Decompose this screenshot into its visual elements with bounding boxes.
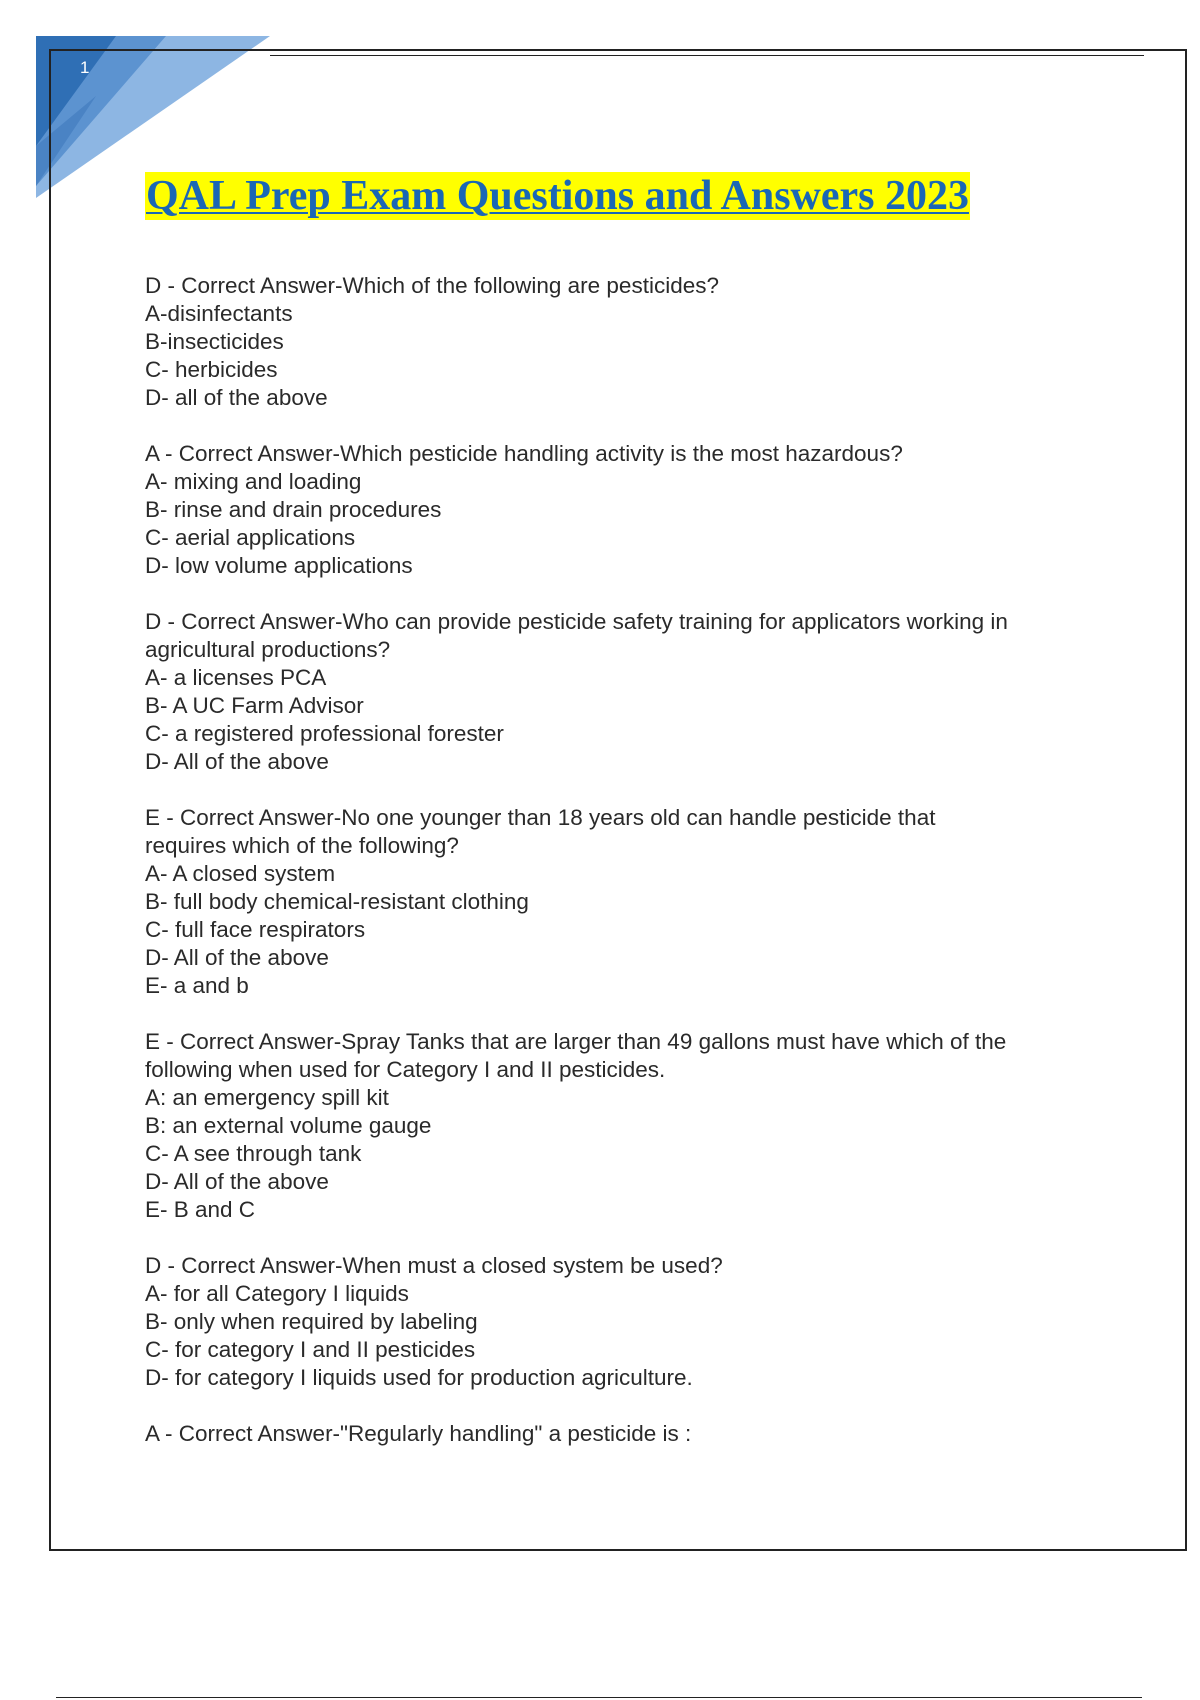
question-line: A: an emergency spill kit bbox=[145, 1085, 389, 1110]
question-line: D- for category I liquids used for production agriculture. bbox=[145, 1365, 693, 1390]
question-block bbox=[145, 1420, 1095, 1448]
question-line: A-disinfectants bbox=[145, 301, 293, 326]
question-text: D - Correct Answer-Who can provide pesticide safety training for applicators working in bbox=[145, 609, 1008, 634]
question-line: A- a licenses PCA bbox=[145, 665, 327, 690]
question-text: D - Correct Answer-Which of the following are pesticides? bbox=[145, 273, 719, 298]
question-line: E- a and b bbox=[145, 973, 249, 998]
question-block bbox=[145, 608, 1095, 776]
question-line: B- only when required by labeling bbox=[145, 1309, 478, 1334]
qa-list bbox=[145, 272, 1095, 1476]
question-text: E - Correct Answer-No one younger than 18 years old can handle pesticide that bbox=[145, 805, 936, 830]
question-line: D- all of the above bbox=[145, 385, 328, 410]
question-line: D- All of the above bbox=[145, 1169, 329, 1194]
question-line: C- a registered professional forester bbox=[145, 721, 504, 746]
footer-rule bbox=[56, 1697, 1142, 1698]
question-line: following when used for Category I and II pesticides. bbox=[145, 1057, 666, 1082]
question-line: B: an external volume gauge bbox=[145, 1113, 432, 1138]
question-line: C- A see through tank bbox=[145, 1141, 362, 1166]
question-line: B- rinse and drain procedures bbox=[145, 497, 442, 522]
question-block bbox=[145, 440, 1095, 580]
question-line: C- for category I and II pesticides bbox=[145, 1337, 476, 1362]
question-block bbox=[145, 1028, 1095, 1224]
question-line: B-insecticides bbox=[145, 329, 284, 354]
question-block bbox=[145, 804, 1095, 1000]
question-line: D- All of the above bbox=[145, 749, 329, 774]
question-text: A - Correct Answer-Which pesticide handling activity is the most hazardous? bbox=[145, 441, 903, 466]
question-block bbox=[145, 272, 1095, 412]
question-line: E- B and C bbox=[145, 1197, 256, 1222]
question-line: B- A UC Farm Advisor bbox=[145, 693, 364, 718]
question-line: C- full face respirators bbox=[145, 917, 366, 942]
question-line: B- full body chemical-resistant clothing bbox=[145, 889, 529, 914]
document-title: QAL Prep Exam Questions and Answers 2023 bbox=[146, 173, 969, 219]
question-block bbox=[145, 1252, 1095, 1392]
question-line: agricultural productions? bbox=[145, 637, 391, 662]
question-line: C- aerial applications bbox=[145, 525, 356, 550]
question-line: A- A closed system bbox=[145, 861, 336, 886]
question-line: A- for all Category I liquids bbox=[145, 1281, 409, 1306]
page-number: 1 bbox=[80, 58, 90, 77]
question-line: A- mixing and loading bbox=[145, 469, 362, 494]
question-text: E - Correct Answer-Spray Tanks that are larger than 49 gallons must have which of the bbox=[145, 1029, 1007, 1054]
question-line: requires which of the following? bbox=[145, 833, 459, 858]
question-line: D- All of the above bbox=[145, 945, 329, 970]
question-text: A - Correct Answer-"Regularly handling" a pesticide is : bbox=[145, 1421, 692, 1446]
question-line: C- herbicides bbox=[145, 357, 278, 382]
question-text: D - Correct Answer-When must a closed system be used? bbox=[145, 1253, 723, 1278]
question-line: D- low volume applications bbox=[145, 553, 413, 578]
